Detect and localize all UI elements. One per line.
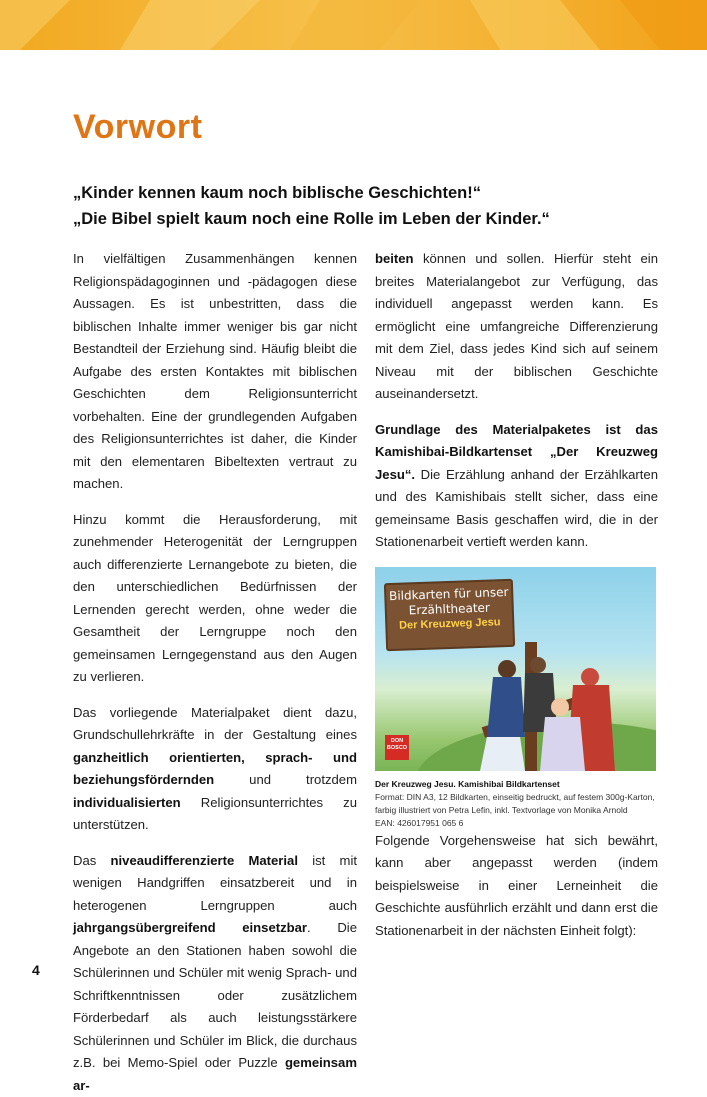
intro-quotes bbox=[73, 180, 633, 232]
quote-1: „Kinder kennen kaum noch biblische Geschichten!“ bbox=[73, 180, 633, 206]
cover-title-sign: Bildkarten für unser Erzähltheater Der Kreuzweg Jesu bbox=[384, 578, 515, 650]
banner-pattern bbox=[0, 0, 707, 50]
paragraph: Grundlage des Materialpaketes ist das Kamishibai-Bildkartenset „Der Kreuzweg Jesu“. Die Erzählung anhand der Erzählkarten und des Kamishibais stellt sicher, dass eine gemeinsame Basis geschaffen wird, die in der Stationenarbeit vertieft werden kann. bbox=[375, 419, 658, 554]
paragraph: Das niveaudifferenzierte Material ist mit wenigen Handgriffen einsatzbereit und in heterogenen Lerngruppen auch jahrgangsübergreifend einsetzbar. Die Angebote an den Stationen haben sowohl die Schülerinnen und Schüler mit wenig Sprach- und Schriftkenntnissen oder zusätzlichem Förderbedarf als auch leistungsstärkere Schülerinnen und Schüler im Blick, die durchaus z.B. bei Memo-Spiel oder Puzzle gemeinsam ar- bbox=[73, 850, 357, 1097]
publisher-logo: DON BOSCO bbox=[385, 735, 409, 760]
paragraph: beiten können und sollen. Hierfür steht ein breites Materialangebot zur Verfügung, das individuell angepasst werden kann. Es ermöglicht eine umfangreiche Differenzierung mit dem Ziel, dass jedes Kind sich auf seinem Niveau mit der biblischen Geschichte auseinandersetzt. bbox=[375, 248, 658, 406]
page-title: Vorwort bbox=[73, 108, 202, 147]
quote-2: „Die Bibel spielt kaum noch eine Rolle im Leben der Kinder.“ bbox=[73, 206, 633, 232]
right-column bbox=[375, 248, 658, 955]
image-caption: Der Kreuzweg Jesu. Kamishibai Bildkartenset Format: DIN A3, 12 Bildkarten, einseitig bedruckt, auf festem 300g-Karton, farbig illustriert von Petra Lefin, inkl. Textvorlage von Monika Arnold EAN: 426017951 065 6 bbox=[375, 778, 658, 830]
paragraph: Das vorliegende Materialpaket dient dazu, Grundschullehrkräfte in der Gestaltung eines ganzheitlich orientierten, sprach- und beziehungsfördernden und trotzdem individualisierten Religionsunterrichtes zu unterstützen. bbox=[73, 702, 357, 837]
paragraph: Hinzu kommt die Herausforderung, mit zunehmender Heterogenität der Lerngruppen auch differenzierte Lernangebote zu bieten, die den unterschiedlichen Bedürfnissen der Lernenden gerecht werden, ohne weder die Gesamtheit der Lerngruppe noch den gemeinsamen Lerngegenstand aus den Augen zu verlieren. bbox=[73, 509, 357, 689]
header-banner bbox=[0, 0, 707, 50]
page-number: 4 bbox=[32, 962, 40, 978]
left-column bbox=[73, 248, 357, 1097]
paragraph: Folgende Vorgehensweise hat sich bewährt, kann aber angepasst werden (indem beispielsweise in einer Lerneinheit die Geschichte ausführlich erzählt und dann erst die Stationenarbeit in der nächsten Einheit folgt): bbox=[375, 830, 658, 943]
book-cover-image bbox=[375, 567, 656, 771]
paragraph: In vielfältigen Zusammenhängen kennen Religionspädagoginnen und -pädagogen diese Aussagen. Es ist unbestritten, dass die biblischen Inhalte immer weniger bis gar nicht Bestandteil der Erziehung sind. Häufig bleibt die Aufgabe des ersten Kontaktes mit biblischen Geschichten dem Religionsunterricht vorbehalten. Eine der grundlegenden Aufgaben des Religionsunterrichtes ist daher, die Kinder mit den elementaren Bibeltexten vertraut zu machen. bbox=[73, 248, 357, 496]
